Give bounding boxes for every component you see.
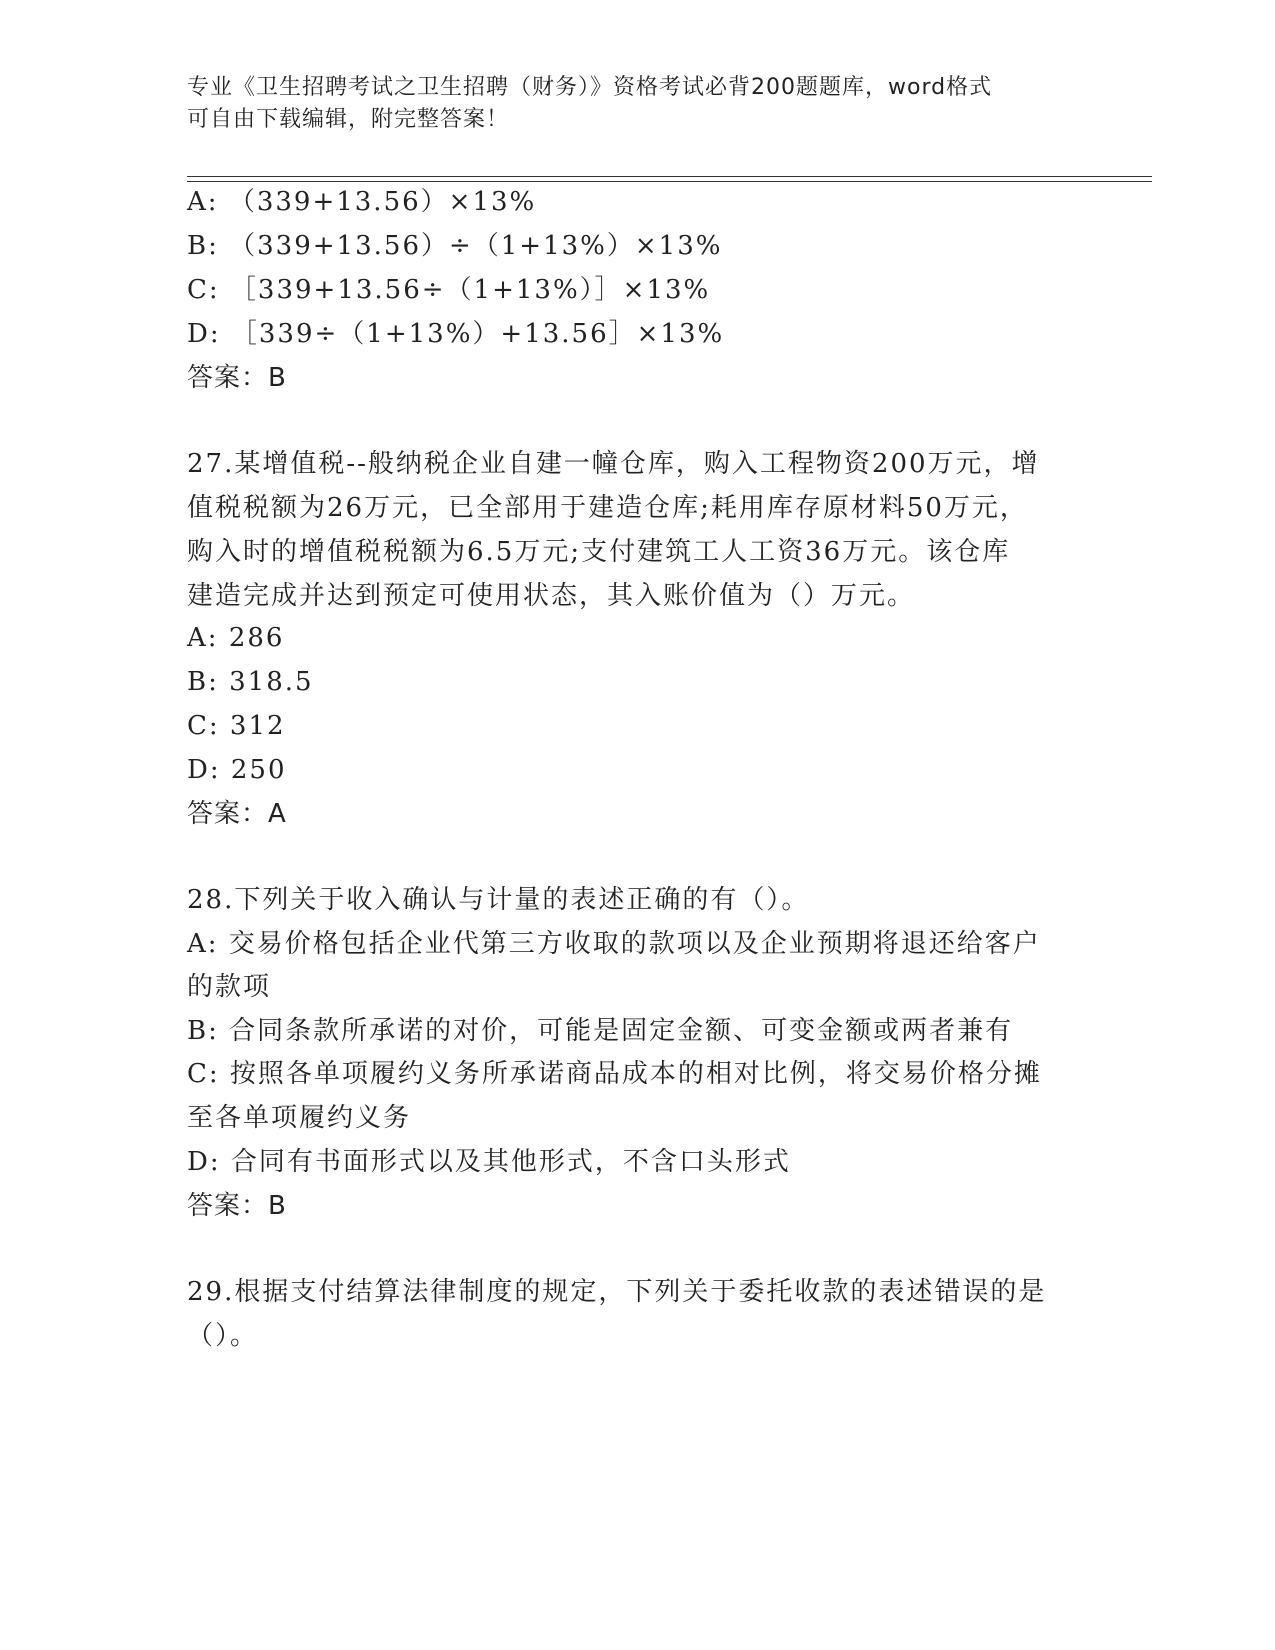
q28-stem: 28.下列关于收入确认与计量的表述正确的有（）。 bbox=[187, 885, 810, 915]
option-label: A: bbox=[187, 187, 219, 217]
q29-stem-line-1: 29.根据支付结算法律制度的规定，下列关于委托收款的表述错误的是 bbox=[187, 1277, 1047, 1307]
option-text: 312 bbox=[229, 711, 286, 741]
q29-stem-line-2: （）。 bbox=[187, 1321, 259, 1351]
q28-line-1: A: 交易价格包括企业代第三方收取的款项以及企业预期将退还给客户 bbox=[187, 929, 1041, 959]
q28-answer: 答案：B bbox=[187, 1191, 287, 1221]
q28-line-4: C: 按照各单项履约义务所承诺商品成本的相对比例，将交易价格分摊 bbox=[187, 1059, 1042, 1089]
option-text: （339+13.56）×13% bbox=[228, 187, 537, 217]
option-label: D: bbox=[187, 319, 221, 349]
q28-line-6: D: 合同有书面形式以及其他形式，不含口头形式 bbox=[187, 1147, 791, 1177]
q26-answer: 答案：B bbox=[187, 363, 287, 393]
option-label: B: bbox=[187, 667, 219, 697]
q27-option-c bbox=[187, 710, 286, 742]
q26-option-b bbox=[187, 230, 722, 262]
q27-stem-line-3: 购入时的增值税税额为6.5万元;支付建筑工人工资36万元。该仓库 bbox=[187, 537, 1011, 567]
header-line-2: 可自由下载编辑，附完整答案！ bbox=[187, 107, 510, 132]
option-text: （339+13.56）÷（1+13%）×13% bbox=[229, 231, 723, 261]
q28-line-2: 的款项 bbox=[187, 972, 272, 1002]
header-divider-bottom bbox=[187, 181, 1152, 182]
q27-stem-line-2: 值税税额为26万元，已全部用于建造仓库;耗用库存原材料50万元， bbox=[187, 493, 1028, 523]
q26-option-a bbox=[187, 186, 536, 218]
q27-answer: 答案：A bbox=[187, 799, 287, 829]
option-label: A: bbox=[187, 623, 219, 653]
option-text: ［339÷（1+13%）+13.56］×13% bbox=[230, 319, 725, 349]
option-label: C: bbox=[187, 711, 220, 741]
option-text: ［339+13.56÷（1+13%）］×13% bbox=[229, 275, 711, 305]
document-header bbox=[187, 72, 1067, 136]
header-line-1: 专业《卫生招聘考试之卫生招聘（财务）》资格考试必背200题题库，word格式 bbox=[187, 75, 993, 100]
q26-option-d bbox=[187, 318, 724, 350]
option-label: C: bbox=[187, 275, 220, 305]
header-divider-top bbox=[187, 176, 1152, 177]
option-label: D: bbox=[187, 755, 221, 785]
q28-line-5: 至各单项履约义务 bbox=[187, 1103, 412, 1133]
q27-option-a bbox=[187, 622, 284, 654]
option-label: B: bbox=[187, 231, 219, 261]
q27-stem-line-4: 建造完成并达到预定可使用状态，其入账价值为（）万元。 bbox=[187, 581, 916, 611]
q27-stem-line-1: 27.某增值税--般纳税企业自建一幢仓库，购入工程物资200万元，增 bbox=[187, 449, 1040, 479]
option-text: 318.5 bbox=[229, 667, 314, 697]
option-text: 286 bbox=[228, 623, 285, 653]
q26-option-c bbox=[187, 274, 710, 306]
option-text: 250 bbox=[230, 755, 287, 785]
q28-line-3: B: 合同条款所承诺的对价，可能是固定金额、可变金额或两者兼有 bbox=[187, 1016, 1014, 1046]
q27-option-d bbox=[187, 754, 287, 786]
q27-option-b bbox=[187, 666, 314, 698]
